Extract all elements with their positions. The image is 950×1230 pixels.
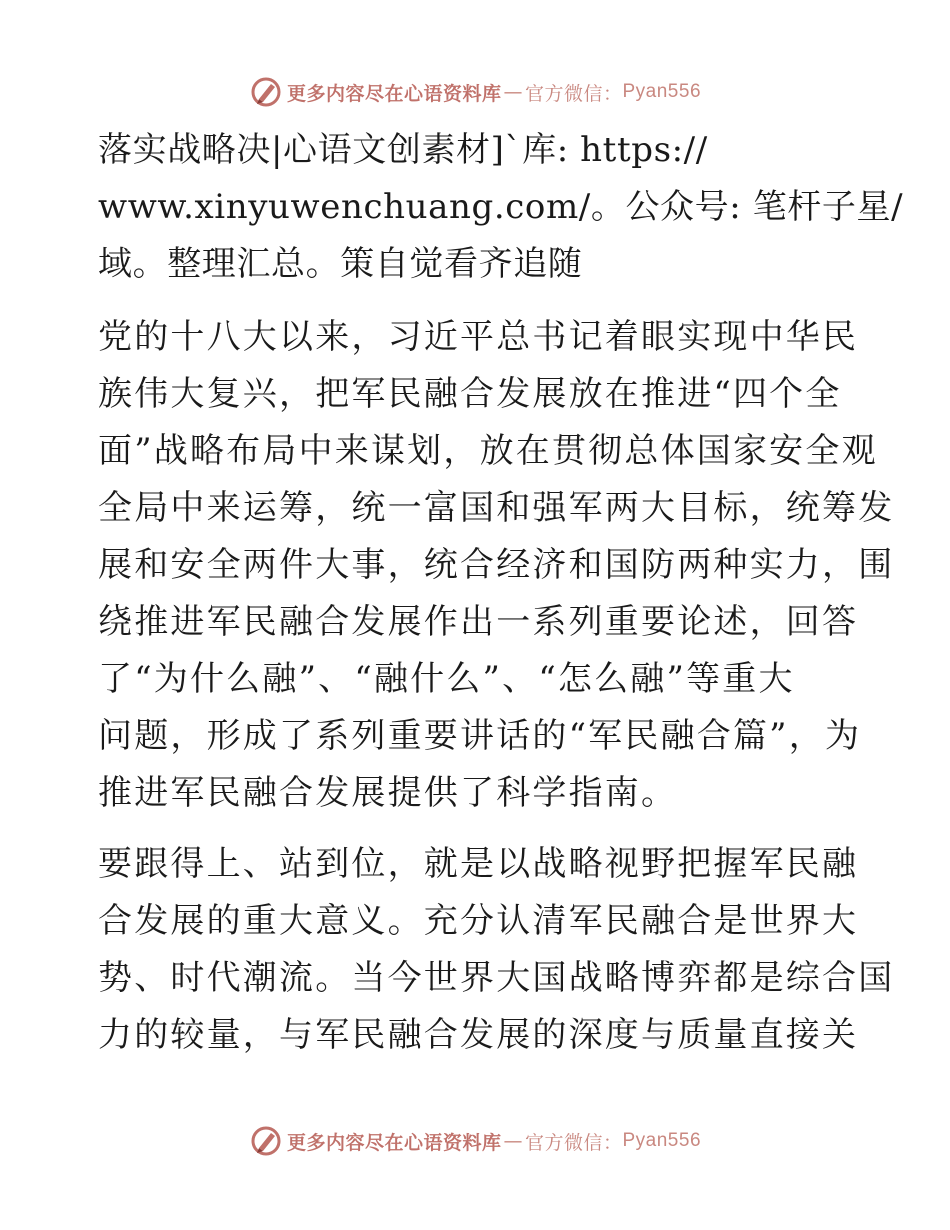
banner-wechat-label: 官方微信： [524,1131,623,1154]
text-line: 力的较量，与军民融合发展的深度与质量直接关 [98,1015,859,1055]
paragraph-1 [98,122,904,293]
text-line: 问题，形成了系列重要讲话的“军民融合篇”，为 [98,716,862,756]
text-line: 势、时代潮流。当今世界大国战略博弈都是综合国 [98,958,895,998]
header-banner [0,72,950,112]
text-line: 推进军民融合发展提供了科学指南。 [98,773,678,813]
text-line: 绕推进军民融合发展作出一系列重要论述，回答 [98,602,859,642]
banner-wechat-id: Pyan556 [622,1130,702,1151]
banner-main-text: 更多内容尽在心语资料库 [286,1131,502,1154]
banner-dash: — [503,1130,523,1152]
banner-wechat-id: Pyan556 [622,81,702,102]
text-line: 展和安全两件大事，统合经济和国防两种实力，围 [98,545,895,585]
text-line: 域。整理汇总。策自觉看齐追随 [98,244,583,284]
banner-wechat-label: 官方微信： [524,82,623,105]
pen-logo-icon [249,1124,283,1158]
text-line: 合发展的重大意义。充分认清军民融合是世界大 [98,901,859,941]
text-line: 面”战略布局中来谋划，放在贯彻总体国家安全观 [98,431,878,471]
text-line: 党的十八大以来，习近平总书记着眼实现中华民 [98,317,859,357]
pen-logo-icon [249,75,283,109]
paragraph-3 [98,836,895,1064]
paragraph-2 [98,309,895,822]
text-line: 全局中来运筹，统一富国和强军两大目标，统筹发 [98,488,895,528]
text-line: 要跟得上、站到位，就是以战略视野把握军民融 [98,844,859,884]
text-line: www.xinyuwenchuang.com/。公众号: 笔杆子星/ [98,187,904,227]
footer-banner [0,1121,950,1161]
banner-main-text: 更多内容尽在心语资料库 [286,82,502,105]
banner-dash: — [503,81,523,103]
text-line: 落实战略决|心语文创素材]`库: https:// [98,130,708,170]
document-body [98,122,904,1078]
text-line: 族伟大复兴，把军民融合发展放在推进“四个全 [98,374,842,414]
text-line: 了“为什么融”、“融什么”、“怎么融”等重大 [98,659,795,699]
